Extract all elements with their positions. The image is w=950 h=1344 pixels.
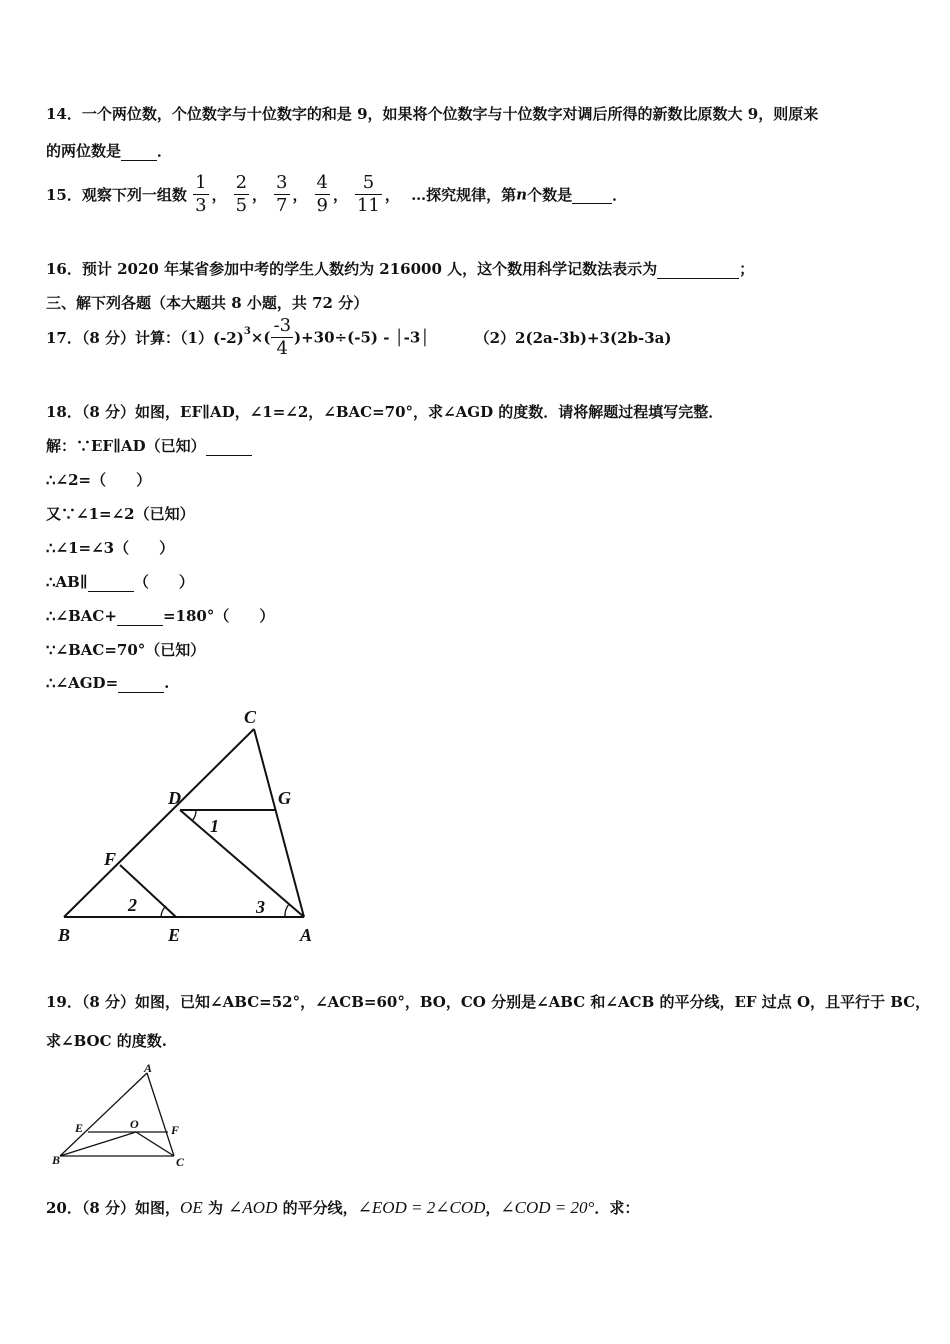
q18-step-text: ∵∠BAC=70°（已知）	[46, 641, 206, 659]
q18-step-reason: （ ）	[133, 573, 194, 591]
q18-step-reason: =180°（ ）	[162, 607, 275, 625]
q18-answer-blank	[88, 573, 134, 592]
label-e: E	[75, 1121, 84, 1135]
q15-separator: ，	[252, 186, 268, 204]
q18-step-text: 又∵∠1=∠2（已知）	[46, 505, 195, 523]
q19-triangle-figure	[48, 1062, 198, 1172]
label-3: 3	[256, 897, 265, 917]
q16-text: 16．预计 2020 年某省参加中考的学生人数约为 216000 人，这个数用科学记数法表示为	[46, 260, 658, 278]
q20-eq2: ∠COD = 20°	[500, 1198, 595, 1217]
q15-fraction-num: 3	[276, 172, 288, 193]
q18-title: 18．（8 分）如图，EF∥AD，∠1=∠2，∠BAC=70°，求∠AGD 的度数．请将解题过程填写完整．	[46, 403, 724, 421]
q19-line1: 19．（8 分）如图，已知∠ABC=52°，∠ACB=60°，BO，CO 分别是∠ABC 和∠ACB 的平分线，EF 过点 O，且平行于 BC，	[46, 993, 931, 1011]
q20-end: ．求：	[594, 1199, 640, 1217]
label-a: A	[300, 925, 313, 945]
q20-angle-aod: ∠AOD	[228, 1198, 278, 1217]
q15-fraction	[234, 172, 249, 217]
q17-part1-c: )+30÷(-5) - │-3│	[294, 328, 430, 347]
q18-step	[46, 469, 151, 490]
q16-line	[46, 258, 754, 279]
q16-answer-blank	[657, 260, 739, 279]
q19-line2: 求∠BOC 的度数.	[46, 1032, 167, 1050]
q18-step-text: 解：∵EF∥AD（已知）	[46, 437, 206, 455]
q17-fraction	[271, 315, 293, 360]
q15-fraction-den: 3	[195, 195, 207, 216]
q16-end: ；	[739, 260, 755, 278]
q15-fraction	[274, 172, 289, 217]
q15-answer-blank	[572, 185, 612, 204]
label-a: A	[144, 1062, 153, 1075]
q15-fraction-den: 7	[276, 195, 288, 216]
line-bo	[60, 1132, 136, 1156]
q18-step-reason: （ ）	[91, 471, 152, 489]
angle-2-arc	[161, 906, 166, 917]
label-c: C	[244, 707, 257, 727]
q18-triangle-figure	[50, 703, 325, 953]
angle-1-arc	[192, 810, 196, 821]
q14-line2-end: ．	[157, 142, 173, 160]
q15-separator: ，	[384, 186, 400, 204]
q18-step	[46, 503, 195, 524]
q15-fraction-den: 11	[356, 195, 380, 216]
q18-answer-blank	[206, 437, 252, 456]
q20-mid1: 为	[202, 1199, 229, 1217]
label-c: C	[176, 1155, 185, 1169]
q18-answer-blank	[118, 674, 164, 693]
q15-fraction-num: 5	[362, 172, 375, 193]
q18-answer-blank	[117, 607, 163, 626]
line-ab	[60, 1073, 147, 1156]
label-o: O	[130, 1117, 139, 1131]
q18-step	[46, 537, 174, 558]
q20-mid2: 的平分线，	[277, 1199, 358, 1217]
label-e: E	[168, 925, 181, 945]
q20-oe: OE	[180, 1198, 203, 1217]
q18-step	[46, 605, 274, 626]
line-co	[136, 1132, 174, 1156]
q18-step-text: ∴AB∥	[46, 573, 88, 591]
q15-fraction-num: 4	[316, 172, 328, 193]
q18-step	[46, 674, 169, 693]
q20-eq1: ∠EOD = 2∠COD	[357, 1198, 486, 1217]
label-2: 2	[128, 895, 137, 915]
q17-minus: -	[273, 315, 280, 336]
q15-fraction-num: 2	[235, 172, 248, 193]
q15-n: n	[516, 185, 528, 204]
q15-fraction	[315, 172, 330, 217]
q15-fraction-den: 5	[235, 195, 248, 216]
q14-line1: 14．一个两位数，个位数字与十位数字的和是 9，如果将个位数字与十位数字对调后所得的新数比原数大 9，则原来	[46, 105, 819, 123]
q17-part2: （2）2(2a-3b)+3(2b-3a)	[474, 329, 672, 347]
line-ac	[147, 1073, 174, 1156]
q15-fraction	[355, 172, 382, 217]
label-1: 1	[210, 816, 219, 836]
q18-step-text: ∴∠BAC+	[46, 607, 117, 625]
q17-fraction-num	[271, 315, 293, 337]
q20-prefix: 20．（8 分）如图，	[46, 1199, 181, 1217]
q17-part1-a: 17．（8 分）计算：（1）(-2)	[46, 329, 244, 347]
q14-answer-blank	[121, 142, 157, 161]
q15-fraction-list	[192, 172, 406, 216]
q15-separator: ，	[332, 186, 348, 204]
label-d: D	[168, 788, 181, 808]
label-f: F	[171, 1123, 180, 1137]
label-g: G	[278, 788, 291, 808]
label-f: F	[104, 849, 117, 869]
q17-exponent: 3	[243, 326, 251, 337]
q18-step	[46, 435, 252, 456]
q18-step	[46, 639, 205, 660]
q15-end: ．	[612, 186, 628, 204]
q20-comma: ，	[485, 1199, 501, 1217]
q18-step-reason: .	[164, 674, 170, 692]
q15-fraction	[193, 172, 208, 217]
q15-separator: ，	[292, 186, 308, 204]
q15-fraction-num: 1	[195, 172, 207, 193]
q17-line	[46, 315, 672, 360]
q15-fraction-den: 9	[316, 195, 328, 216]
angle-3-arc	[285, 904, 289, 917]
q18-step-text: ∴∠2=	[46, 471, 92, 489]
line-bc	[64, 729, 254, 917]
line-da	[180, 810, 304, 917]
q18-step-text: ∴∠1=∠3（ ）	[46, 539, 175, 557]
q15-suffix1: …探究规律，第	[411, 186, 517, 204]
line-ca	[254, 729, 304, 917]
q20-line	[46, 1197, 639, 1218]
label-b: B	[58, 925, 71, 945]
q14-line2	[46, 140, 172, 161]
q15-suffix2: 个数是	[527, 186, 573, 204]
q17-fraction-den: 4	[271, 337, 293, 360]
label-b: B	[52, 1153, 61, 1167]
q14-line2-text: 的两位数是	[46, 142, 122, 160]
q17-frac-num-value: 3	[279, 315, 292, 336]
q18-step-text: ∴∠AGD=	[46, 674, 119, 692]
q18-step	[46, 571, 194, 592]
q15-prefix: 15．观察下列一组数	[46, 186, 187, 204]
q17-part1-b: ×(	[250, 328, 271, 347]
q15-line	[46, 172, 627, 217]
q15-separator: ，	[211, 186, 227, 204]
section-3-heading: 三、解下列各题（本大题共 8 小题，共 72 分）	[46, 294, 369, 312]
